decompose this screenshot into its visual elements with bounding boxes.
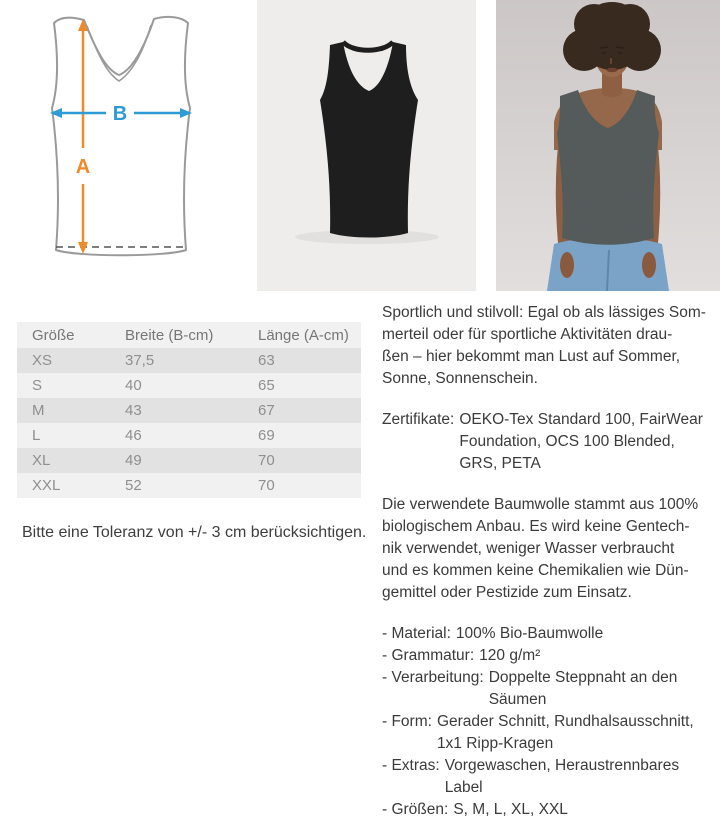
size-row-xs [17,348,361,373]
column-header-laenge: Länge (A-cm) [258,326,349,344]
detail-item-extras [382,755,714,799]
breite-cell: 43 [125,402,142,419]
text-line: merteil oder für sportliche Aktivitäten drau- [382,326,673,343]
size-cell: XS [32,352,53,369]
detail-value [479,645,714,667]
text-line: 1x1 Ripp-Kragen [436,735,554,752]
text-line: 100% Bio-Baumwolle [455,625,604,642]
text-line: Sportlich und stilvoll: Egal ob als lässiges Som- [382,304,706,321]
size-cell: L [32,427,41,444]
text-line: Label [444,779,483,796]
laenge-cell: 67 [258,402,275,419]
detail-value [489,667,714,711]
size-cell: S [32,377,43,394]
text-line: Säumen [488,691,547,708]
laenge-cell: 65 [258,377,275,394]
black-tank-top-graphic [257,0,476,291]
breite-cell: 40 [125,377,142,394]
detail-label: - Form: [382,713,432,730]
tank-outline-path [52,17,190,255]
laenge-cell: 70 [258,452,275,469]
size-row-xxl [17,473,361,498]
text-line: 120 g/m² [479,647,541,664]
detail-value [437,711,714,755]
column-header-groesse: Größe [32,326,75,344]
detail-item-verarbeitung [382,667,714,711]
text-line: OEKO-Tex Standard 100, FairWear [459,411,703,428]
text-line: biologischem Anbau. Es wird keine Gentech- [382,518,690,535]
model-left-hand [560,252,574,278]
text-line: Foundation, OCS 100 Blended, [459,433,675,450]
breite-cell: 52 [125,477,142,494]
laenge-cell: 69 [258,427,275,444]
text-line: Gerader Schnitt, Rundhalsausschnitt, [436,713,694,730]
detail-item-form [382,711,714,755]
size-cell: M [32,402,45,419]
text-line: Doppelte Steppnaht an den [488,669,678,686]
certificates-paragraph [382,409,714,475]
size-chart-table [17,322,361,498]
detail-label: - Material: [382,625,451,642]
laenge-cell: 63 [258,352,275,369]
breite-cell: 49 [125,452,142,469]
label-b: B [112,103,128,125]
text-line: S, M, L, XL, XXL [453,801,568,818]
tank-top-outline-drawing [18,4,228,270]
product-details-list [382,623,714,821]
breite-cell: 37,5 [125,352,155,369]
text-line: Sonne, Sonnenschein. [382,370,538,387]
detail-label: - Grammatur: [382,647,475,664]
detail-label: - Größen: [382,801,449,818]
measurement-diagram-image [18,4,228,270]
tolerance-note: Bitte eine Toleranz von +/- 3 cm berücksichtigen. [22,524,367,541]
text-line: Vorgewaschen, Heraustrennbares [444,757,680,774]
size-chart-header-row [17,322,361,348]
intro-paragraph [382,302,714,390]
detail-value [456,623,714,645]
cotton-paragraph [382,494,714,604]
column-header-breite: Breite (B-cm) [125,326,214,344]
text-line: Die verwendete Baumwolle stammt aus 100% [382,496,699,513]
detail-value [453,799,714,821]
detail-value [445,755,714,799]
size-row-l [17,423,361,448]
text-line: nik verwendet, weniger Wasser verbraucht [382,540,675,557]
certificates-label: Zertifikate: [382,411,455,428]
text-line: und es kommen keine Chemikalien wie Dün- [382,562,689,579]
breite-cell: 46 [125,427,142,444]
product-description [382,302,714,821]
model-photo-graphic [496,0,720,291]
text-line: gemittel oder Pestizide zum Einsatz. [382,584,632,601]
detail-item-groessen [382,799,714,821]
detail-label: - Extras: [382,757,440,774]
certificates-value [459,409,714,475]
text-line: ßen – hier bekommt man Lust auf Sommer, [382,348,681,365]
laenge-cell: 70 [258,477,275,494]
size-row-m [17,398,361,423]
size-cell: XL [32,452,51,469]
detail-label: - Verarbeitung: [382,669,484,686]
size-cell: XXL [32,477,61,494]
model-right-hand [642,252,656,278]
size-row-s [17,373,361,398]
size-row-xl [17,448,361,473]
product-photo-flat [257,0,476,291]
text-line: GRS, PETA [459,455,541,472]
detail-item-material [382,623,714,645]
product-photo-model [496,0,720,291]
detail-item-grammatur [382,645,714,667]
label-a: A [75,156,91,178]
